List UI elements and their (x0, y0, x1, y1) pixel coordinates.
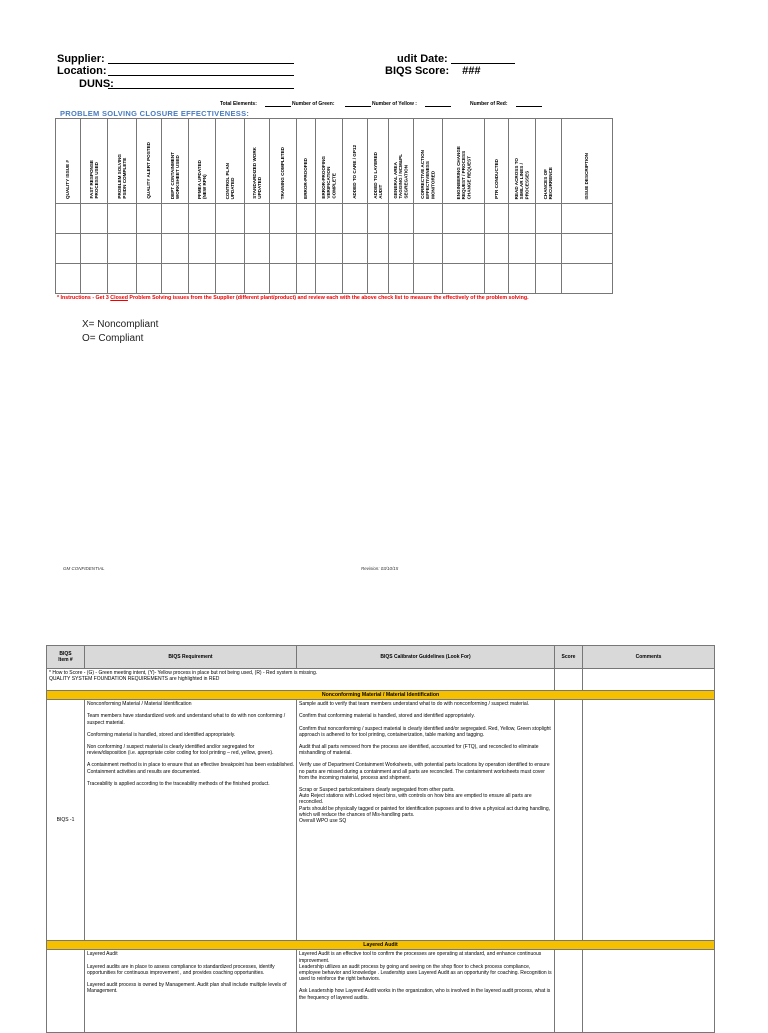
supplier-field[interactable] (108, 63, 294, 64)
column-header: QUALITY ISSUE # (56, 119, 81, 204)
legend-noncompliant: X= Noncompliant (82, 319, 159, 330)
header-requirement: BIQS Requirement (85, 646, 297, 669)
how-to-score-row (47, 669, 715, 691)
duns-field[interactable] (108, 88, 294, 89)
score-cell[interactable] (555, 950, 583, 1033)
problem-solving-checklist-table (55, 118, 613, 294)
column-header: QUALITY ALERT POSTED (137, 119, 162, 204)
column-header: PROBLEM SOLVING PSIDN COMPLETE (108, 119, 137, 204)
biqs-item-row (47, 700, 715, 941)
header-guidelines: BIQS Calibrator Guidelines (Look For) (297, 646, 555, 669)
revision-footer: Revision: 03/10/15 (361, 566, 399, 571)
header-score: Score (555, 646, 583, 669)
confidential-footer: GM CONFIDENTIAL (63, 566, 105, 571)
column-header: CHANCES OF RECURRENCE (536, 119, 562, 204)
checklist-row (56, 204, 613, 234)
column-header: GENERAL AREA TAGGING / NCM&PL SEGREGATION (389, 119, 414, 204)
total-elements-field[interactable] (265, 106, 291, 107)
item-number: BIQS -1 (47, 700, 85, 941)
column-header: FAST RESPONSE PROCESS USED (81, 119, 108, 204)
comments-cell[interactable] (583, 950, 715, 1033)
audit-date-field[interactable] (451, 63, 515, 64)
column-header: CORRECTIVE ACTION EFFECTIVENESS MONITORED (414, 119, 443, 204)
column-header: DEPT CONTAINMENT WORKSHEET USED (162, 119, 189, 204)
location-field[interactable] (108, 75, 294, 76)
duns-label: DUNS: (79, 78, 114, 90)
checklist-header-row (56, 119, 613, 204)
how-to-score-text: * How to Score - (G) - Green meeting intent, (Y)- Yellow process in place but not being used, (R) - Red system is missing. (49, 670, 318, 676)
column-header: PTR CONDUCTED (485, 119, 509, 204)
header-item: BIQS Item # (47, 646, 85, 669)
column-header: ISSUE DESCRIPTION (562, 119, 613, 204)
legend-compliant: O= Compliant (82, 333, 144, 344)
column-header: ENGINEERING CHANGE REQUEST / PROCESS CHANGE REQUEST (443, 119, 485, 204)
header-comments: Comments (583, 646, 715, 669)
requirement-cell: Layered Audit Layered audits are in place to assess compliance to standardized processes, identify opportunities for continuous improvement , and provides coaching opportunities. Layered audit process is owned by Management. Audit plan shall include multiple levels of Management. (85, 950, 297, 1033)
guidelines-cell: Sample audit to verify that team members understand what to do with nonconforming / suspect material. Confirm that conforming material is handled, stored and identified appropriately. Confirm that nonconforming / suspect material is clearly identified and/or segregated. Red, Yellow, Green stoplight approach is adhered to for tool printing, containerization, table marking and tagging. Audit that all parts removed from the process are identified, accounted for (FTQ), and reconciled to eliminate mishandling of material. Verify use of Department Containment Worksheets, with potential parts locations by operation identified to ensure no parts are missed during a containment and all parts are reconciled. The containment worksheets must cover from the incoming material, process and shipment. Scrap or Suspect parts/containers clearly segregated from other parts. Auto Reject stations with Locked reject bins, with controls on how bins are emptied to ensure all parts are reconciled. Parts should be physically tagged or painted for identification puposes and to drive a physical act during handling, which will reduce the chances of Mis-handling parts. Overall WPO use SQ (297, 700, 555, 941)
number-green-label: Number of Green: (292, 101, 335, 107)
number-red-field[interactable] (516, 106, 542, 107)
biqs-table (46, 645, 715, 1033)
column-header: TRAINING COMPLETED (270, 119, 297, 204)
total-elements-label: Total Elements: (220, 101, 257, 107)
checklist-row (56, 264, 613, 294)
column-header: CONTROL PLAN UPDATED (216, 119, 245, 204)
number-green-field[interactable] (345, 106, 371, 107)
column-header: ADDED TO CARE / GP12 (343, 119, 368, 204)
number-yellow-label: Number of Yellow : (372, 101, 417, 107)
number-red-label: Number of Red: (470, 101, 508, 107)
audit-date-label: udit Date: (397, 53, 448, 65)
column-header: ERROR-PROOFING VERIFICATION COMPLETE (316, 119, 343, 204)
section-row-nonconforming (47, 691, 715, 700)
closed-underlined: Closed (110, 295, 128, 301)
biqs-score-value: ### (462, 65, 481, 77)
biqs-item-row (47, 950, 715, 1033)
column-header: READ ACROSS TO SIMILAR LINES / PROCESSES (509, 119, 536, 204)
checklist-title: PROBLEM SOLVING CLOSURE EFFECTIVENESS: (60, 109, 250, 118)
column-header: STANDARDIZED WORK UPDATED (245, 119, 270, 204)
foundation-note: QUALITY SYSTEM FOUNDATION REQUIREMENTS are highlighted in RED (49, 676, 220, 683)
column-header: ERROR-PROOFED (297, 119, 316, 204)
biqs-score-label: BIQS Score: (385, 65, 450, 77)
comments-cell[interactable] (583, 700, 715, 941)
biqs-header-row (47, 646, 715, 669)
section-title: Layered Audit (47, 941, 715, 950)
column-header: PFMEA UPDATED (NEW RPN) (189, 119, 216, 204)
supplier-label: Supplier: (57, 53, 105, 65)
score-cell[interactable] (555, 700, 583, 941)
number-yellow-field[interactable] (425, 106, 451, 107)
requirement-cell: Nonconforming Material / Material Identification Team members have standardized work and understand what to do with non conforming / suspect material. Conforming material is handled, stored and identified appropriately. Non conforming / suspect material is clearly identified and/or segregated for review/disposition (i.e. appropriate color coding for tool printing – red, yellow, green). A containment method is in place to ensure that an effective breakpoint has been established. Containment activities and results are documented. Traceability is applied according to the traceability methods of the finished product. (85, 700, 297, 941)
guidelines-cell: Layered Audit is an effective tool to confirm the processes are operating at standard, and enhance continuous improvement. Leadership utilizes an audit process by going and seeing on the shop floor to check process compliance, employee behavior and knowledge . Leadership uses Layered Audit as an opportunity for coaching. Recognition is used to reinforce the right behaviors. Ask Leadership how Layered Audit works in the organization, who is involved in the layered audit process, what is the frequency of layered audits. (297, 950, 555, 1033)
location-label: Location: (57, 65, 107, 77)
section-title: Nonconforming Material / Material Identification (47, 691, 715, 700)
instructions-text: * Instructions - Get 3 Closed Problem Solving issues from the Supplier (different plant/product) and review each with the above check list to measure the effectively of the problem solving. (57, 295, 529, 301)
section-row-layered-audit (47, 941, 715, 950)
checklist-row (56, 234, 613, 264)
column-header: ADDED TO LAYERED AUDIT (368, 119, 389, 204)
